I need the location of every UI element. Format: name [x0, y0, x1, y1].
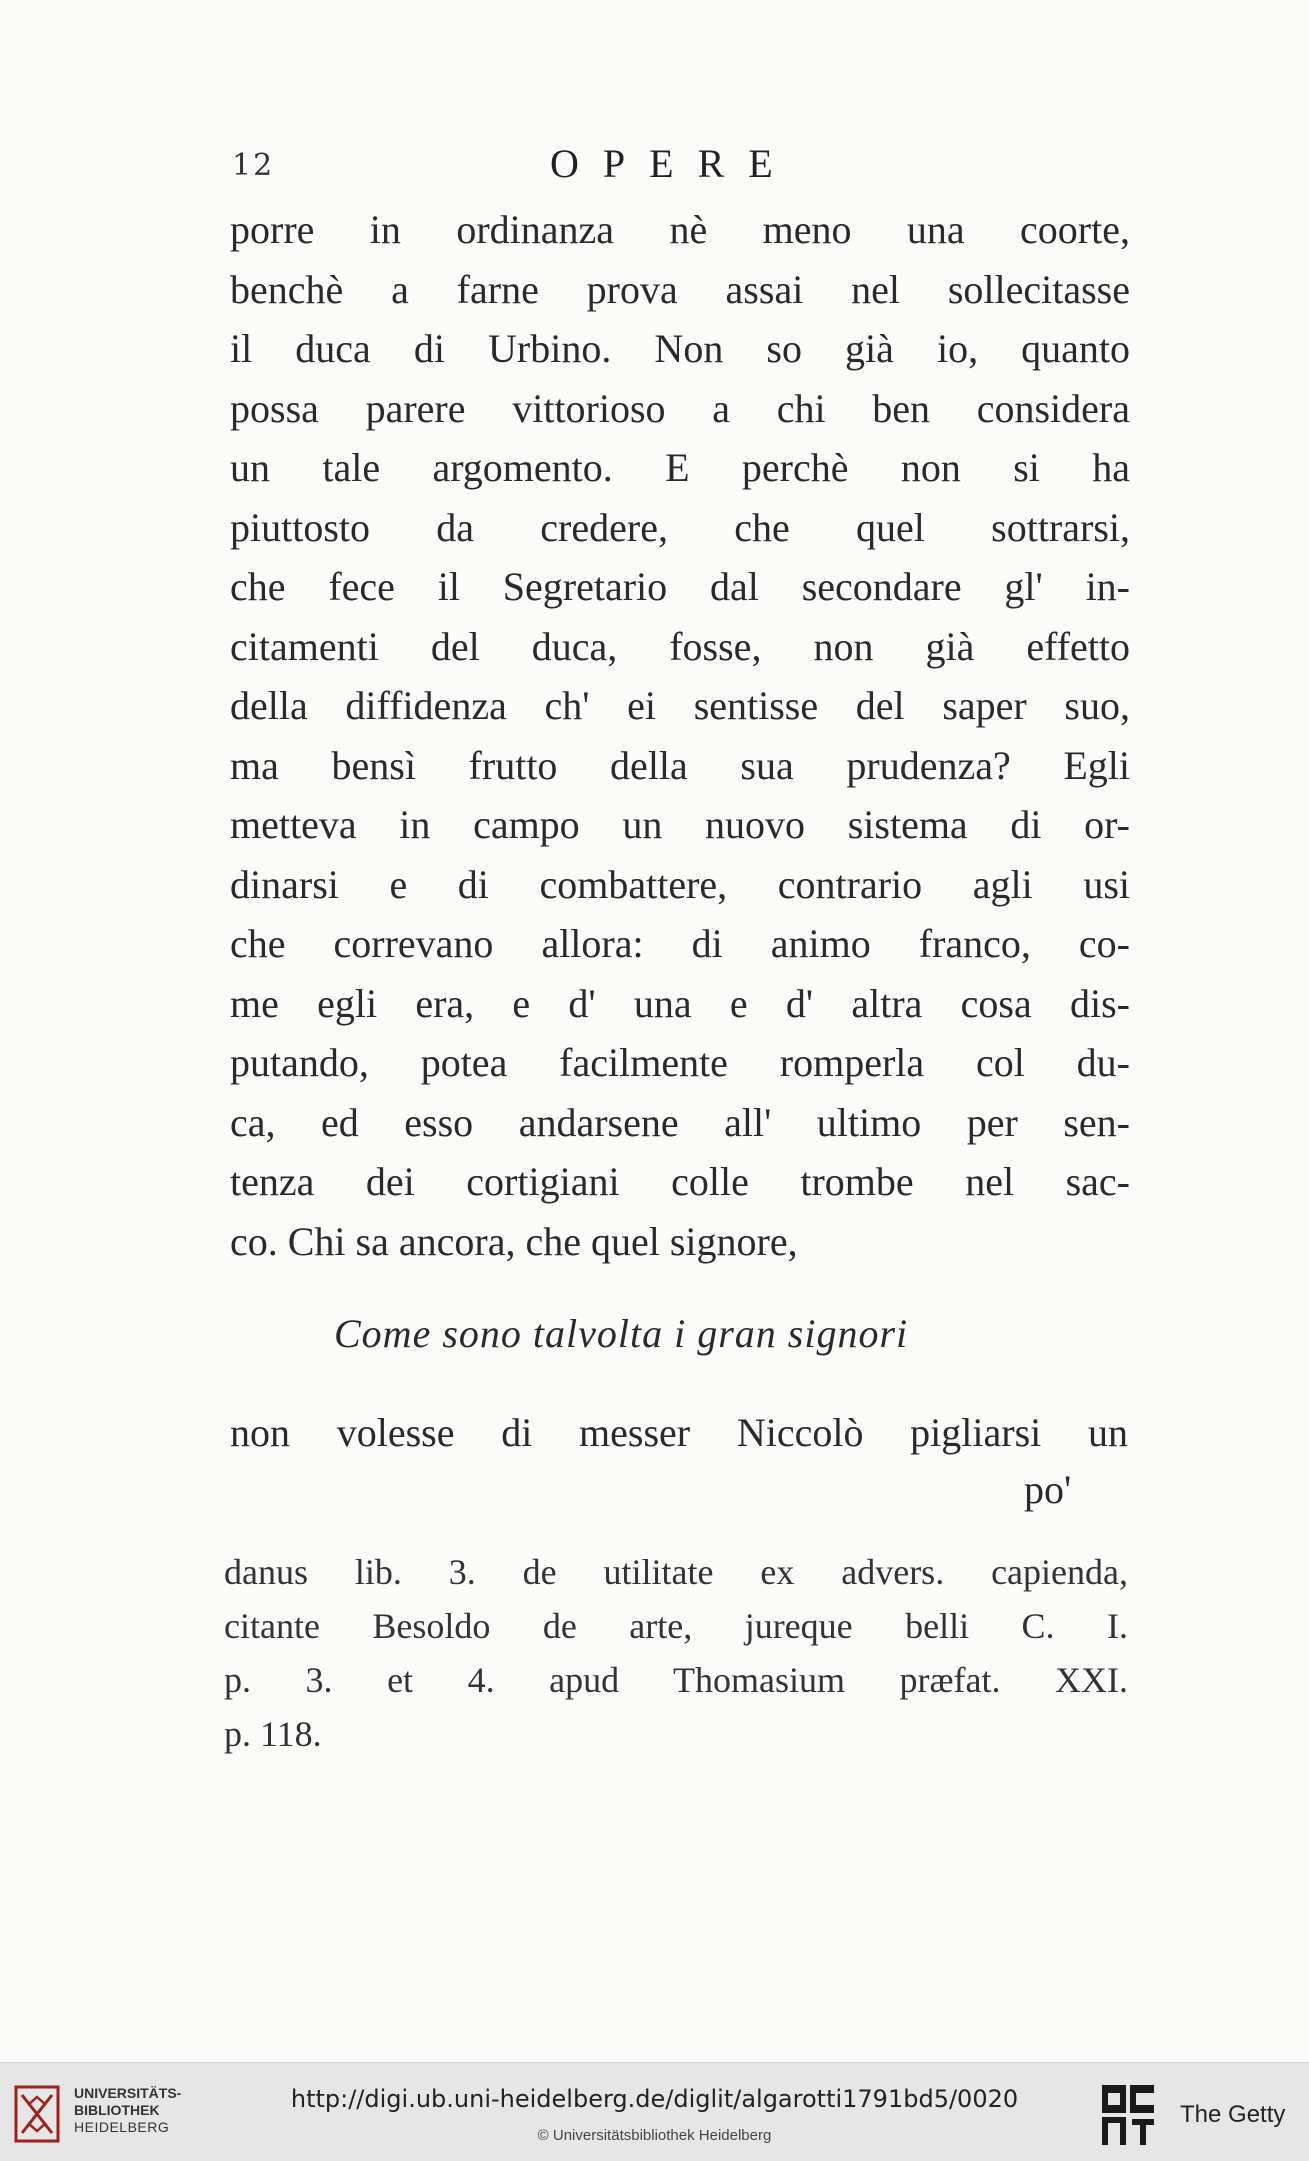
body-line: porre in ordinanza nè meno una coorte,: [230, 207, 1130, 252]
body-line: dinarsi e di combattere, contrario agli usi: [230, 861, 1130, 907]
page-header: [232, 140, 1132, 200]
footnote-line: p. 3. et 4. apud Thomasium præfat. XXI.: [224, 1660, 1128, 1700]
body-line: ca, ed esso andarsene all' ultimo per sen-: [230, 1099, 1130, 1145]
getty-logo-icon: [1102, 2085, 1154, 2145]
footer-bar: [0, 2062, 1309, 2161]
catchword: po': [1024, 1467, 1072, 1512]
body-line: possa parere vittorioso a chi ben considera: [230, 385, 1130, 431]
body-text: [230, 200, 1130, 1271]
body-line: piuttosto da credere, che quel sottrarsi,: [230, 504, 1130, 550]
body-line: ma bensì frutto della sua prudenza? Egli: [230, 742, 1130, 788]
university-name-line: BIBLIOTHEK: [74, 2102, 160, 2118]
body-line: il duca di Urbino. Non so già io, quanto: [230, 326, 1130, 371]
body-line: co. Chi sa ancora, che quel signore,: [230, 1218, 798, 1264]
body-line: me egli era, e d' una e d' altra cosa dis-: [230, 980, 1130, 1026]
copyright-notice: © Universitätsbibliothek Heidelberg: [537, 2127, 772, 2144]
page-number: 12: [232, 148, 275, 183]
body-line: della diffidenza ch' ei sentisse del saper suo,: [230, 683, 1130, 728]
body-line: tenza dei cortigiani colle trombe nel sac-: [230, 1159, 1130, 1204]
footnote: [224, 1545, 1128, 1761]
footnote-line: danus lib. 3. de utilitate ex advers. capienda,: [224, 1552, 1128, 1592]
permalink-url[interactable]: http://digi.ub.uni-heidelberg.de/diglit/algarotti1791bd5/0020: [290, 2085, 1019, 2113]
body-line: putando, potea facilmente romperla col du-: [230, 1040, 1130, 1085]
body-line: che correvano allora: di animo franco, co-: [230, 921, 1130, 966]
body-line: benchè a farne prova assai nel sollecitasse: [230, 266, 1130, 312]
verse-quotation: Come sono talvolta i gran signori: [334, 1311, 909, 1356]
running-head: OPERE: [550, 141, 797, 186]
partner-name: The Getty: [1180, 2101, 1286, 2128]
body-line: che fece il Segretario dal secondare gl' in-: [230, 564, 1130, 609]
body-line: citamenti del duca, fosse, non già effetto: [230, 623, 1130, 669]
university-name-line: HEIDELBERG: [74, 2119, 170, 2135]
footnote-line: p. 118.: [224, 1714, 322, 1754]
university-name-line: UNIVERSITÄTS-: [74, 2085, 182, 2101]
continuation-line: non volesse di messer Niccolò pigliarsi un: [230, 1410, 1128, 1455]
footnote-line: citante Besoldo de arte, jureque belli C. I.: [224, 1606, 1128, 1646]
body-line: un tale argomento. E perchè non si ha: [230, 445, 1130, 490]
body-line: metteva in campo un nuovo sistema di or-: [230, 802, 1130, 847]
